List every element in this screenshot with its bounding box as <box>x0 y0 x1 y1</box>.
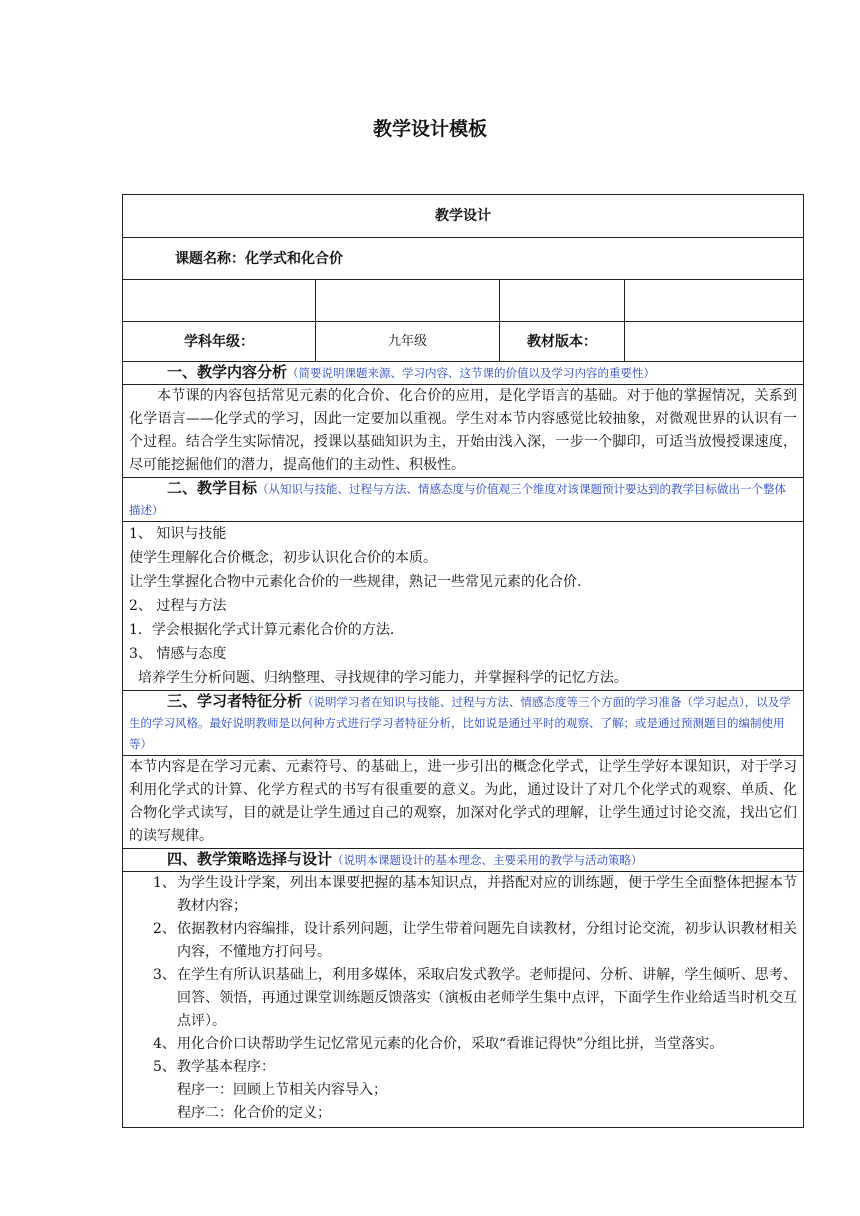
sec2-body-row <box>123 522 804 691</box>
sec4-note: （说明本课题设计的基本理念、主要采用的教学与活动策略） <box>332 853 643 867</box>
sec1-body: 本节课的内容包括常见元素的化合价、化合价的应用，是化学语言的基础。对于他的掌握情况，关系到化学语言——化学式的学习，因此一定要加以重视。学生对本节内容感觉比较抽象，对微观世界的认识有一个过程。结合学生实际情况，授课以基础知识为主，开始由浅入深，一步一个脚印，可适当放慢授课速度，尽可能挖掘他们的潜力，提高他们的主动性、积极性。 <box>129 388 797 473</box>
document-title: 教学设计模板 <box>372 118 487 140</box>
list-item: 3、 在学生有所认识基础上，利用多媒体，采取启发式教学。老师提问、分析、讲解，学生倾听、思考、回答、领悟，再通过课堂训练题反馈落实（演板由老师学生集中点评，下面学生作业给适当时机交互点评）。 <box>153 967 797 1029</box>
list-item: 5、 教学基本程序： <box>153 1059 275 1075</box>
sec1-head-row <box>123 362 804 385</box>
sec4-title: 四、教学策略选择与设计 <box>167 850 333 868</box>
sec3-note: （说明学习者在知识与技能、过程与方法、情感态度等三个方面的学习准备（学习起点），以及学生的学习风格。最好说明教师是以何种方式进行学习者特征分析，比如说是通过平时的观察、了解；或是通过预测题目的编制使用等） <box>129 695 791 751</box>
sec1-title: 一、教学内容分析 <box>167 363 288 381</box>
topic-label: 课题名称： <box>175 250 245 267</box>
sec3-head-row <box>123 691 804 756</box>
sec3-title: 三、学习者特征分析 <box>167 692 303 710</box>
topic-cell <box>123 238 804 280</box>
procedure-line: 程序二：化合价的定义； <box>177 1105 331 1121</box>
table-header: 教学设计 <box>123 195 804 238</box>
sec2-body-cell <box>123 522 804 691</box>
procedure-line: 程序一：回顾上节相关内容导入； <box>177 1082 387 1098</box>
subject-row <box>123 322 804 362</box>
goal-line: 3、 情感与态度 <box>129 646 227 662</box>
goal-line: 培养学生分析问题、归纳整理、寻找规律的学习能力，并掌握科学的记忆方法。 <box>129 670 628 686</box>
sec2-note: （从知识与技能、过程与方法、情感态度与价值观三个维度对该课题预计要达到的教学目标做出一个整体描述） <box>129 482 787 517</box>
sec3-heading <box>123 691 804 756</box>
edition-label: 教材版本： <box>500 322 625 362</box>
list-item: 1、 为学生设计学案，列出本课要把握的基本知识点，并搭配对应的训练题，便于学生全面整体把握本节教材内容； <box>153 875 797 914</box>
list-item: 2、 依据教材内容编排，设计系列问题，让学生带着问题先自读教材，分组讨论交流，初步认识教材相关内容，不懂地方打问号。 <box>153 921 797 960</box>
sec1-note: （简要说明课题来源、学习内容、这节课的价值以及学习内容的重要性） <box>287 366 656 380</box>
sec4-body-cell <box>123 872 804 1128</box>
sec4-head-row <box>123 849 804 872</box>
goal-line: 2、 过程与方法 <box>129 598 227 614</box>
empty-cell-3 <box>500 280 625 322</box>
topic-value: 化学式和化合价 <box>245 250 343 267</box>
sec2-head-row <box>123 478 804 522</box>
goal-line: 让学生掌握化合物中元素化合价的一些规律，熟记一些常见元素的化合价. <box>129 574 582 590</box>
table-header-row <box>123 195 804 238</box>
goal-line: 1、 知识与技能 <box>129 526 227 542</box>
empty-cell-1 <box>123 280 316 322</box>
empty-row <box>123 280 804 322</box>
subject-label: 学科年级： <box>123 322 316 362</box>
goal-line: 1．学会根据化学式计算元素化合价的方法. <box>129 622 395 638</box>
sec2-heading <box>123 478 804 522</box>
teaching-design-table <box>122 194 804 1128</box>
subject-value: 九年级 <box>316 322 500 362</box>
sec3-body: 本节内容是在学习元素、元素符号、的基础上，进一步引出的概念化学式，让学生学好本课知识，对于学习利用化学式的计算、化学方程式的书写有很重要的意义。为此，通过设计了对几个化学式的观察、单质、化合物化学式读写，目的就是让学生通过自己的观察，加深对化学式的理解，让学生通过讨论交流，找出它们的读写规律。 <box>129 759 797 844</box>
sec4-body-row <box>123 872 804 1128</box>
topic-row <box>123 238 804 280</box>
empty-cell-4 <box>625 280 804 322</box>
strategy-list <box>129 872 797 1079</box>
sec1-heading <box>123 362 804 385</box>
sec3-body-cell <box>123 756 804 849</box>
sec2-title: 二、教学目标 <box>167 479 258 497</box>
edition-value <box>625 322 804 362</box>
list-item: 4、 用化合价口诀帮助学生记忆常见元素的化合价，采取“看谁记得快”分组比拼，当堂落实。 <box>153 1036 724 1052</box>
sec3-body-row <box>123 756 804 849</box>
sec4-heading <box>123 849 804 872</box>
sec1-body-cell <box>123 385 804 478</box>
empty-cell-2 <box>316 280 500 322</box>
goal-line: 使学生理解化合价概念，初步认识化合价的本质。 <box>129 550 437 566</box>
sec1-body-row <box>123 385 804 478</box>
